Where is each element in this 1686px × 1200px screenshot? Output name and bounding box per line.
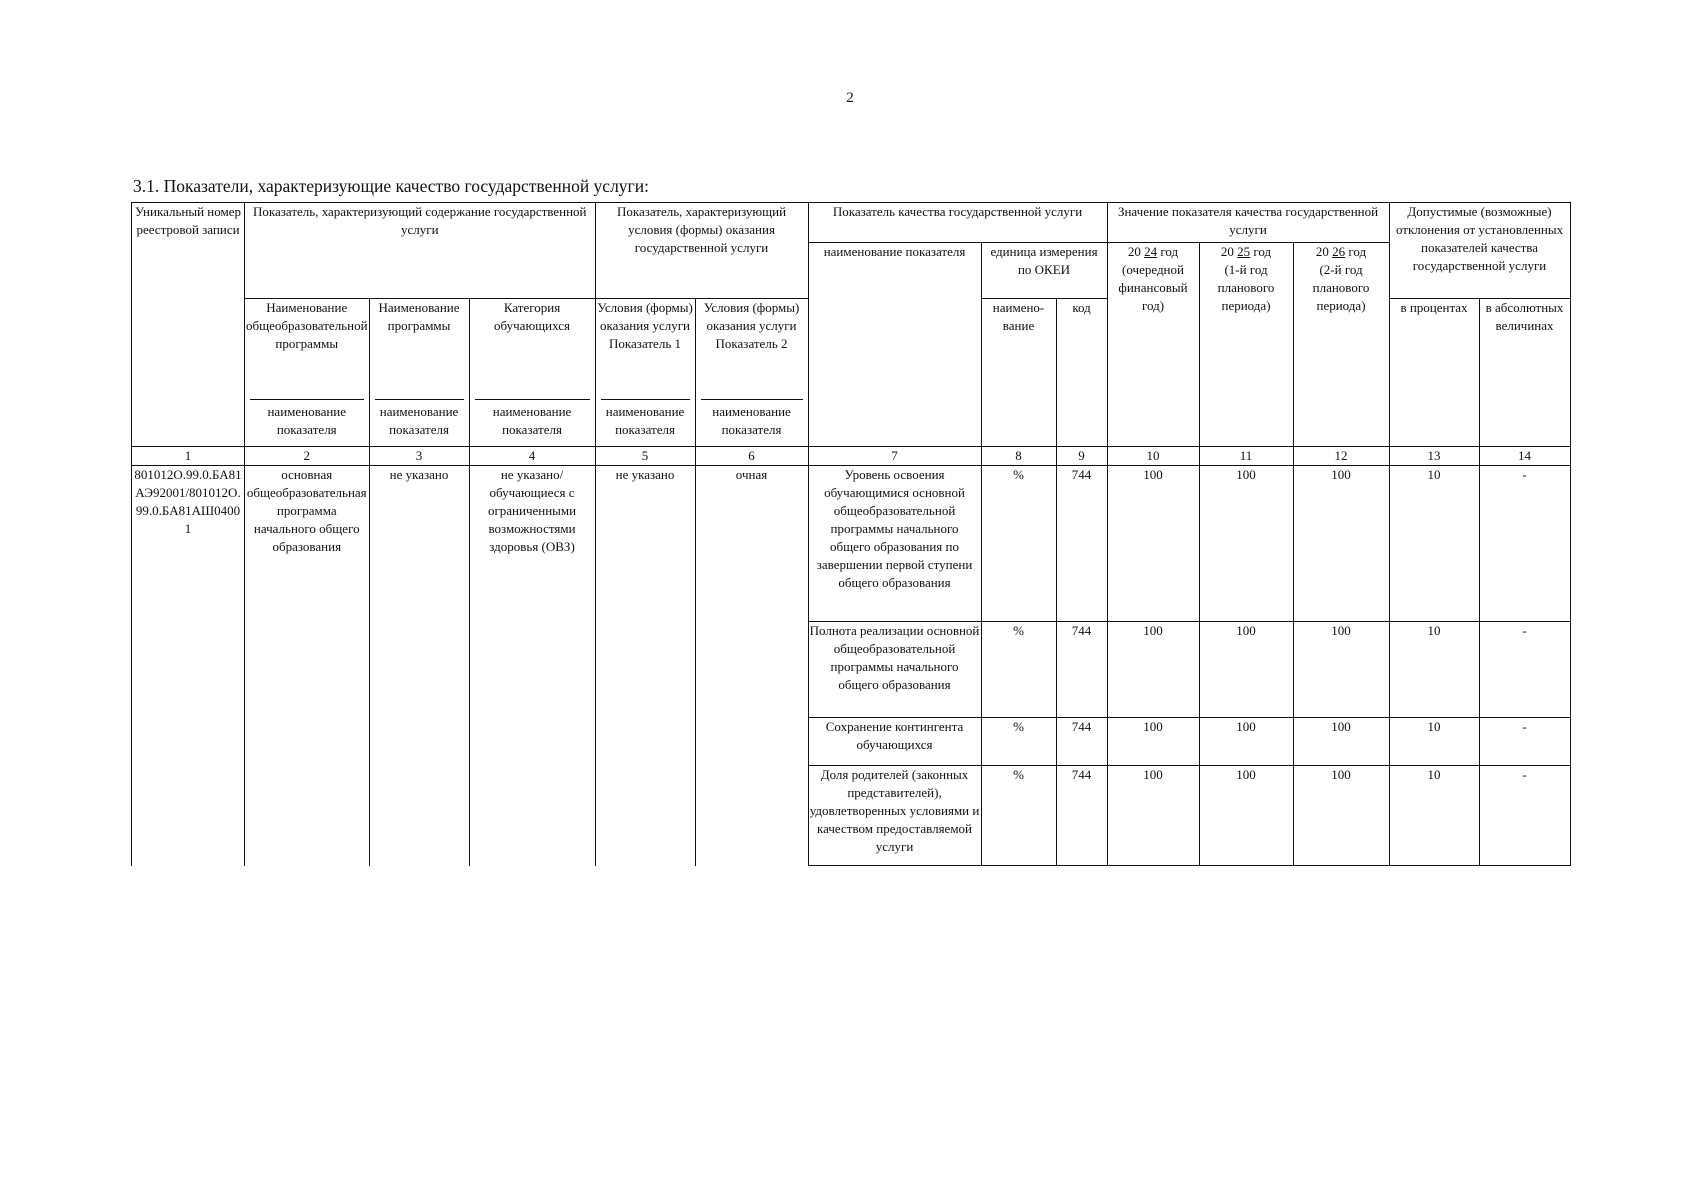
column-number: 9 <box>1056 447 1107 466</box>
indicator-name: Сохранение контингента обучающихся <box>808 718 981 766</box>
header-value-group: Значение показателя качества государственной услуги <box>1107 203 1389 243</box>
indicator-name: Полнота реализации основной общеобразовательной программы начального общего образования <box>808 622 981 718</box>
header-unique-number: Уникальный номер реестровой записи <box>132 203 245 447</box>
indicator-year-1: 100 <box>1107 466 1199 622</box>
section-title: 3.1. Показатели, характеризующие качество государственной услуги: <box>133 176 649 196</box>
header-quality-group: Показатель качества государственной услуги <box>808 203 1107 243</box>
column-numbers-row <box>132 447 1571 466</box>
header-unit: единица измерения по ОКЕИ <box>981 243 1107 299</box>
header-sub-program-type: Наименование общеобразовательной программы наименование показателя <box>245 299 370 447</box>
indicator-year-1: 100 <box>1107 766 1199 866</box>
indicator-year-2: 100 <box>1199 622 1293 718</box>
header-year-2024: 20 24 год (очередной финансовый год) <box>1107 243 1199 447</box>
header-year-2026: 20 26 год (2-й год планового периода) <box>1293 243 1389 447</box>
indicator-deviation-absolute: - <box>1479 766 1570 866</box>
header-content-group: Показатель, характеризующий содержание государственной услуги <box>245 203 596 299</box>
column-number: 5 <box>595 447 695 466</box>
record-program-name: не указано <box>369 466 469 866</box>
indicator-deviation-absolute: - <box>1479 718 1570 766</box>
indicator-year-3: 100 <box>1293 622 1389 718</box>
indicator-year-3: 100 <box>1293 466 1389 622</box>
record-condition-2: очная <box>695 466 808 866</box>
header-sub-condition-1: Условия (формы) оказания услуги Показатель 1 наименование показателя <box>595 299 695 447</box>
indicator-year-2: 100 <box>1199 466 1293 622</box>
column-number: 2 <box>245 447 370 466</box>
indicator-code: 744 <box>1056 622 1107 718</box>
header-in-absolute: в абсолютных величинах <box>1479 299 1570 447</box>
indicator-year-2: 100 <box>1199 718 1293 766</box>
quality-indicators-table <box>131 202 1571 866</box>
header-sub-program-name: Наименование программы наименование показателя <box>369 299 469 447</box>
indicator-unit: % <box>981 466 1056 622</box>
record-unique-number: 801012О.99.0.БА81АЭ92001/801012О.99.0.БА81АШ04001 <box>132 466 245 866</box>
indicator-deviation-absolute: - <box>1479 466 1570 622</box>
column-number: 4 <box>469 447 595 466</box>
column-number: 14 <box>1479 447 1570 466</box>
column-number: 1 <box>132 447 245 466</box>
indicator-unit: % <box>981 766 1056 866</box>
column-number: 11 <box>1199 447 1293 466</box>
column-number: 10 <box>1107 447 1199 466</box>
header-sub-category: Категория обучающихся наименование показателя <box>469 299 595 447</box>
indicator-unit: % <box>981 718 1056 766</box>
header-deviation-group: Допустимые (возможные) отклонения от установленных показателей качества государственной услуги <box>1389 203 1570 299</box>
column-number: 13 <box>1389 447 1479 466</box>
indicator-deviation-absolute: - <box>1479 622 1570 718</box>
indicator-year-3: 100 <box>1293 718 1389 766</box>
header-unit-code: код <box>1056 299 1107 447</box>
indicator-deviation-percent: 10 <box>1389 766 1479 866</box>
header-sub-condition-2: Условия (формы) оказания услуги Показатель 2 наименование показателя <box>695 299 808 447</box>
column-number: 12 <box>1293 447 1389 466</box>
header-indicator-name: наименование показателя <box>808 243 981 447</box>
column-number: 7 <box>808 447 981 466</box>
indicator-name: Уровень освоения обучающимися основной общеобразовательной программы начального общего образования по завершении первой ступени общего образования <box>808 466 981 622</box>
record-program-type: основная общеобразовательная программа начального общего образования <box>245 466 370 866</box>
header-in-percent: в процентах <box>1389 299 1479 447</box>
indicator-name: Доля родителей (законных представителей), удовлетворенных условиями и качеством предоставляемой услуги <box>808 766 981 866</box>
column-number: 3 <box>369 447 469 466</box>
indicator-code: 744 <box>1056 466 1107 622</box>
indicator-year-1: 100 <box>1107 718 1199 766</box>
indicator-code: 744 <box>1056 718 1107 766</box>
indicator-deviation-percent: 10 <box>1389 466 1479 622</box>
record-category: не указано/обучающиеся с ограниченными возможностями здоровья (ОВЗ) <box>469 466 595 866</box>
indicator-year-3: 100 <box>1293 766 1389 866</box>
header-unit-name: наимено-вание <box>981 299 1056 447</box>
header-year-2025: 20 25 год (1-й год планового периода) <box>1199 243 1293 447</box>
indicator-deviation-percent: 10 <box>1389 622 1479 718</box>
record-condition-1: не указано <box>595 466 695 866</box>
indicator-deviation-percent: 10 <box>1389 718 1479 766</box>
indicator-year-1: 100 <box>1107 622 1199 718</box>
header-conditions-group: Показатель, характеризующий условия (формы) оказания государственной услуги <box>595 203 808 299</box>
table-row <box>132 466 1571 622</box>
column-number: 6 <box>695 447 808 466</box>
column-number: 8 <box>981 447 1056 466</box>
page-number: 2 <box>846 90 854 106</box>
indicator-unit: % <box>981 622 1056 718</box>
indicator-code: 744 <box>1056 766 1107 866</box>
indicator-year-2: 100 <box>1199 766 1293 866</box>
